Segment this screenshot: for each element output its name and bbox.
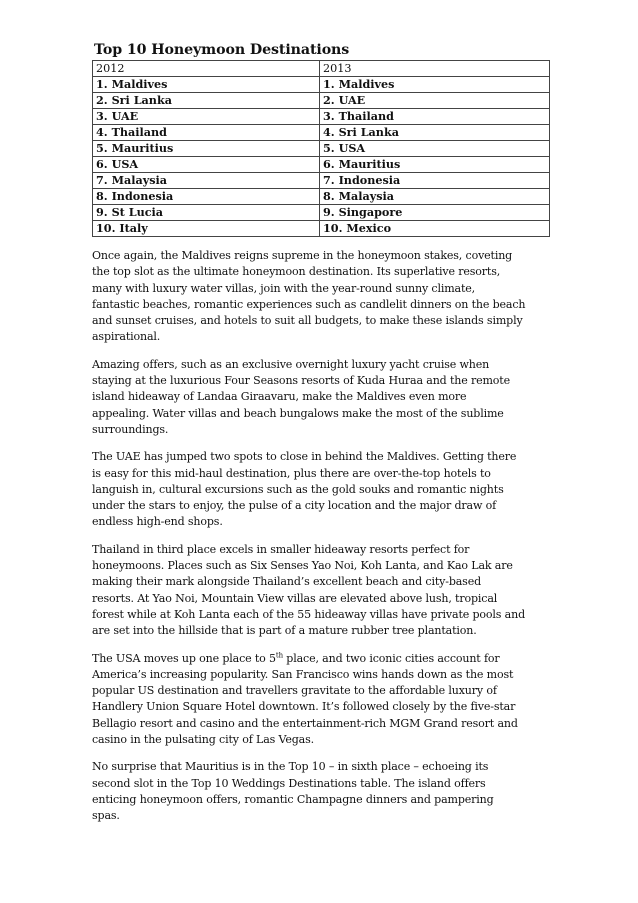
usa-line-before: The USA moves up one place to 5: [92, 651, 276, 665]
paragraph-line: and sunset cruises, and hotels to suit all budgets, to make these islands simply: [92, 314, 523, 328]
paragraph-line: resorts. At Yao Noi, Mountain View villas are elevated above lush, tropical: [92, 591, 498, 605]
paragraph-line: Once again, the Maldives reigns supreme in the honeymoon stakes, coveting: [92, 249, 513, 262]
paragraph-offers: [92, 357, 550, 438]
table-row: [93, 189, 550, 205]
table-cell-2013: 2. UAE: [320, 93, 550, 109]
paragraph-thailand: [92, 542, 550, 640]
table-cell-2013: 3. Thailand: [320, 109, 550, 125]
paragraph-line: making their mark alongside Thailand’s excellent beach and city-based: [92, 575, 481, 589]
table-cell-2012: 5. Mauritius: [93, 141, 320, 157]
table-cell-2013: 10. Mexico: [320, 221, 550, 237]
table-row: [93, 205, 550, 221]
table-cell-2013: 8. Malaysia: [320, 189, 550, 205]
paragraph-line: under the stars to enjoy, the pulse of a city location and the major draw of: [92, 499, 497, 513]
table-row: [93, 221, 550, 237]
paragraph-line: the top slot as the ultimate honeymoon destination. Its superlative resorts,: [92, 265, 501, 279]
table-cell-2013: 4. Sri Lanka: [320, 125, 550, 141]
paragraph-line: appealing. Water villas and beach bungalows make the most of the sublime: [92, 406, 504, 420]
table-cell-2012: 7. Malaysia: [93, 173, 320, 189]
table-cell-2012: 10. Italy: [93, 221, 320, 237]
paragraph-line: surroundings.: [92, 422, 169, 436]
paragraph-line: casino in the pulsating city of Las Vegas.: [92, 733, 314, 747]
paragraph-line: forest while at Koh Lanta each of the 55 hideaway villas have private pools and: [92, 607, 526, 621]
paragraph-line: aspirational.: [92, 330, 161, 344]
paragraph-line: spas.: [92, 809, 120, 823]
document-title: Top 10 Honeymoon Destinations: [94, 42, 350, 58]
paragraph-line: Handlery Union Square Hotel downtown. It’s followed closely by the five-star: [92, 700, 516, 714]
usa-line-after: place, and two iconic cities account for: [282, 651, 500, 665]
table-cell-2012: 6. USA: [93, 157, 320, 173]
document-page: [92, 41, 550, 825]
table-cell-2013: 6. Mauritius: [320, 157, 550, 173]
table-row: [93, 157, 550, 173]
destinations-table: [92, 60, 550, 237]
table-cell-2012: 8. Indonesia: [93, 189, 320, 205]
paragraph-mauritius: [92, 759, 550, 824]
table-cell-2013: 7. Indonesia: [320, 173, 550, 189]
paragraph-line: Amazing offers, such as an exclusive overnight luxury yacht cruise when: [92, 357, 490, 371]
table-row: [93, 173, 550, 189]
paragraph-line: is easy for this mid-haul destination, plus there are over-the-top hotels to: [92, 466, 491, 480]
paragraph-line: [92, 651, 550, 667]
table-cell-2012: 4. Thailand: [93, 125, 320, 141]
table-cell-2012: 1. Maldives: [93, 77, 320, 93]
paragraph-line: Bellagio resort and casino and the entertainment-rich MGM Grand resort and: [92, 716, 518, 730]
paragraph-line: fantastic beaches, romantic experiences such as candlelit dinners on the beach: [92, 297, 526, 311]
table-cell-2012: 2. Sri Lanka: [93, 93, 320, 109]
paragraph-line: The UAE has jumped two spots to close in behind the Maldives. Getting there: [92, 450, 517, 464]
table-cell-2013: 5. USA: [320, 141, 550, 157]
paragraph-line: island hideaway of Landaa Giraavaru, make the Maldives even more: [92, 390, 467, 404]
paragraph-line: endless high-end shops.: [92, 515, 223, 529]
table-row: [93, 125, 550, 141]
paragraph-maldives: [92, 248, 550, 346]
paragraph-line: Thailand in third place excels in smaller hideaway resorts perfect for: [92, 542, 470, 556]
table-cell-2013: 9. Singapore: [320, 205, 550, 221]
table-cell-2013: 1. Maldives: [320, 77, 550, 93]
paragraph-line: America’s increasing popularity. San Francisco wins hands down as the most: [92, 667, 514, 681]
table-header-row: [93, 61, 550, 77]
paragraph-line: popular US destination and travellers gravitate to the affordable luxury of: [92, 684, 497, 698]
paragraph-usa: [92, 651, 550, 749]
paragraph-line: honeymoons. Places such as Six Senses Yao Noi, Koh Lanta, and Kao Lak are: [92, 559, 513, 573]
table-header-2012: 2012: [93, 61, 320, 77]
paragraph-line: are set into the hillside that is part of a mature rubber tree plantation.: [92, 624, 477, 638]
paragraph-line: second slot in the Top 10 Weddings Destinations table. The island offers: [92, 776, 486, 790]
table-row: [93, 109, 550, 125]
paragraph-line: staying at the luxurious Four Seasons resorts of Kuda Huraa and the remote: [92, 374, 510, 388]
table-row: [93, 93, 550, 109]
paragraph-line: enticing honeymoon offers, romantic Champagne dinners and pampering: [92, 792, 494, 806]
table-cell-2012: 9. St Lucia: [93, 205, 320, 221]
table-header-2013: 2013: [320, 61, 550, 77]
paragraph-uae: [92, 449, 550, 530]
table-row: [93, 77, 550, 93]
paragraph-line: many with luxury water villas, join with the year-round sunny climate,: [92, 281, 476, 295]
table-cell-2012: 3. UAE: [93, 109, 320, 125]
table-row: [93, 141, 550, 157]
paragraph-line: No surprise that Mauritius is in the Top 10 – in sixth place – echoeing its: [92, 760, 489, 774]
ordinal-suffix: th: [275, 650, 283, 659]
paragraph-line: languish in, cultural excursions such as the gold souks and romantic nights: [92, 482, 504, 496]
